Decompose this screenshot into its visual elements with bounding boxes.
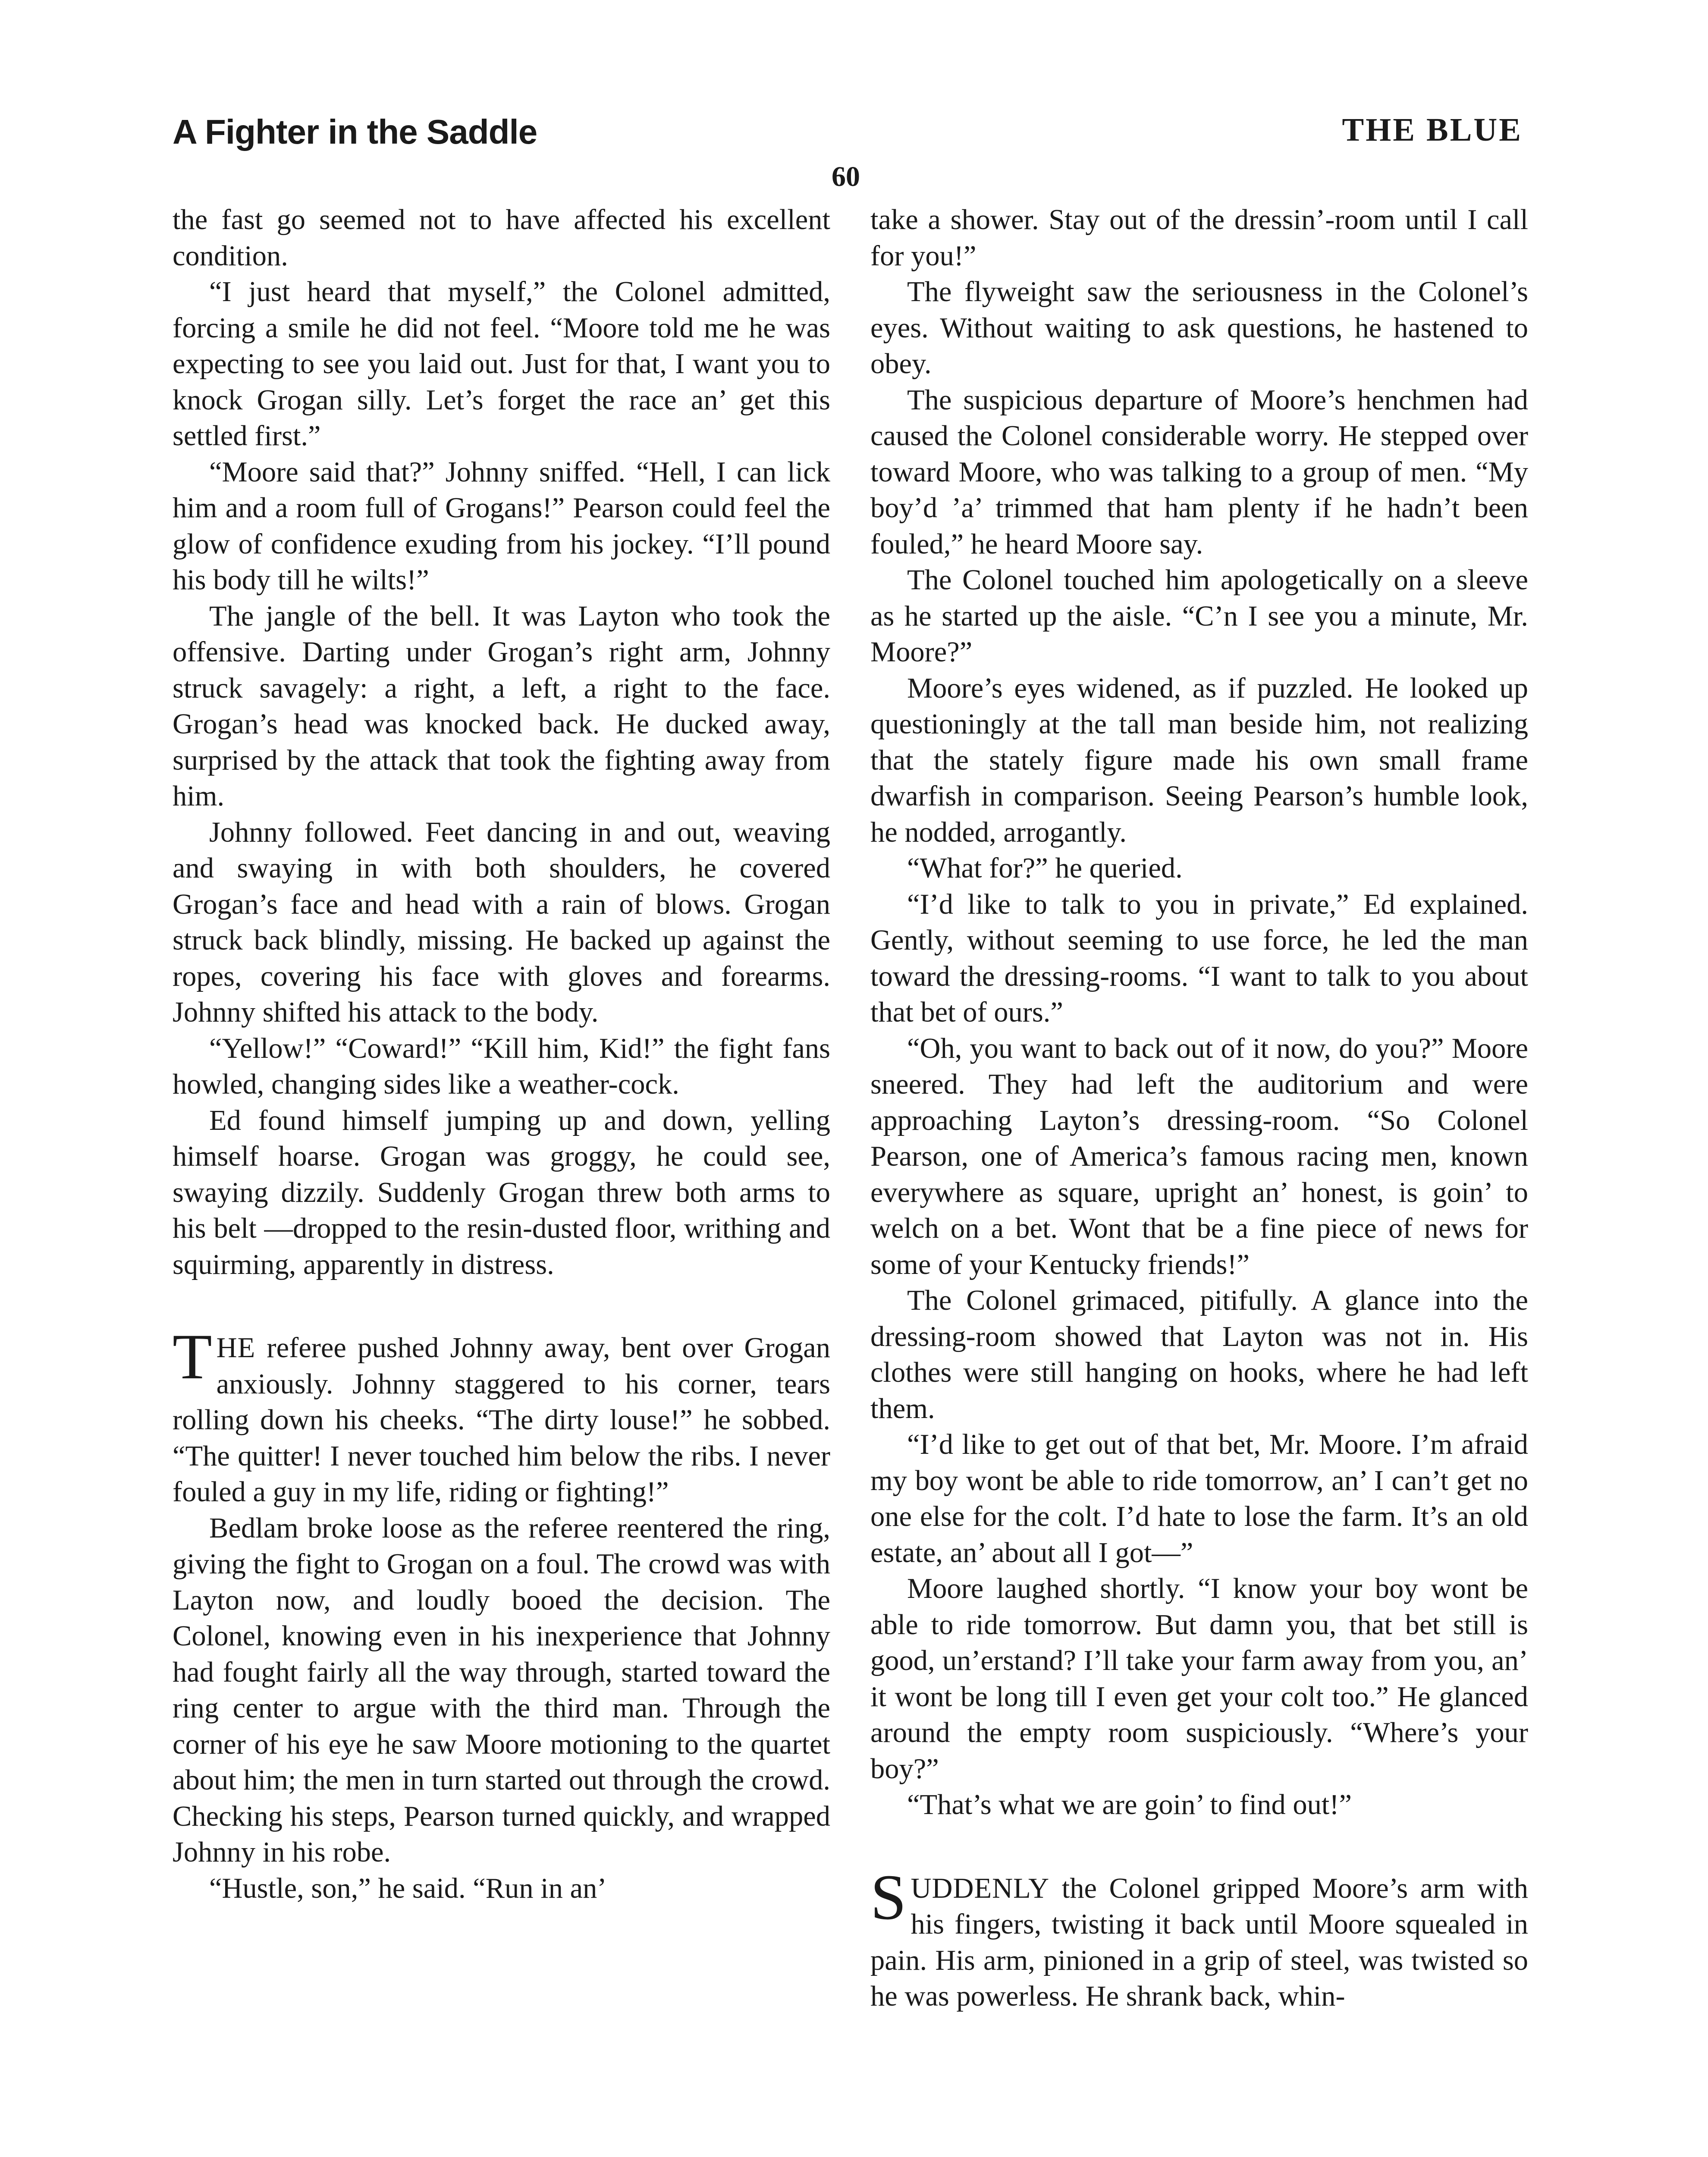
paragraph: “I just heard that myself,” the Colonel admitted, forcing a smile he did not feel. “Moore told me he was expecting to see you laid out. Just for that, I want you to knock Grogan silly. Let’s forget the race an’ get this settled first.” [173,276,830,452]
paragraph: the fast go seemed not to have affected his excellent condition. [173,204,830,272]
paragraph: The flyweight saw the seriousness in the Colonel’s eyes. Without waiting to ask questions, he hastened to obey. [870,276,1528,380]
story-title: A Fighter in the Saddle [173,113,537,151]
magazine-title: THE BLUE [1342,112,1523,148]
paragraph: The Colonel grimaced, pitifully. A glance into the dressing-room showed that Layton was not in. His clothes were still hanging on hooks, where he had left them. [870,1285,1528,1424]
right-column [870,202,1528,2015]
page-number: 60 [832,161,860,192]
paragraph: “Oh, you want to back out of it now, do you?” Moore sneered. They had left the auditorium and were approaching Layton’s dressing-room. “So Colonel Pearson, one of America’s famous racing men, known everywhere as square, upright an’ honest, is goin’ to welch on a bet. Wont that be a fine piece of news for some of your Kentucky friends!” [870,1032,1528,1280]
paragraph-text: the Colonel gripped Moore’s arm with his fingers, twisting it back until Moore squealed in pain. His arm, pinioned in a grip of steel, was twisted so he was powerless. He shrank back, whin- [870,1872,1528,2012]
left-column [173,202,830,1906]
paragraph: “Hustle, son,” he said. “Run in an’ [209,1872,607,1904]
lead-word: HE [216,1332,256,1364]
paragraph: “I’d like to get out of that bet, Mr. Moore. I’m afraid my boy wont be able to ride tomorrow, an’ I can’t get no one else for the colt. I’d hate to lose the farm. It’s an old estate, an’ about all I got—” [870,1429,1528,1569]
paragraph: “I’d like to talk to you in private,” Ed explained. Gently, without seeming to use force, he led the man toward the dressing-rooms. “I want to talk to you about that bet of ours.” [870,888,1528,1028]
paragraph: “That’s what we are goin’ to find out!” [907,1789,1352,1821]
paragraph: The suspicious departure of Moore’s henchmen had caused the Colonel considerable worry. He stepped over toward Moore, who was talking to a group of men. “My boy’d ’a’ trimmed that ham plenty if he hadn’t been fouled,” he heard Moore say. [870,384,1528,560]
paragraph: The Colonel touched him apologetically on a sleeve as he started up the aisle. “C’n I see you a minute, Mr. Moore?” [870,564,1528,668]
paragraph: The jangle of the bell. It was Layton who took the offensive. Darting under Grogan’s right arm, Johnny struck savagely: a right, a left, a right to the face. Grogan’s head was knocked back. He ducked away, surprised by the attack that took the fighting away from him. [173,600,830,812]
drop-cap: T [173,1321,212,1393]
drop-cap: S [870,1861,907,1933]
paragraph: Bedlam broke loose as the referee reentered the ring, giving the fight to Grogan on a foul. The crowd was with Layton now, and loudly booed the decision. The Colonel, knowing even in his inexperience that Johnny had fought fairly all the way through, started toward the ring center to argue with the third man. Through the corner of his eye he saw Moore motioning to the quartet about him; the men in turn started out through the crowd. Checking his steps, Pearson turned quickly, and wrapped Johnny in his robe. [173,1512,830,1868]
lead-word: UDDENLY [911,1872,1050,1904]
paragraph: “What for?” he queried. [907,852,1183,884]
paragraph: Moore laughed shortly. “I know your boy wont be able to ride tomorrow. But damn you, that bet still is good, un’erstand? I’ll take your farm away from you, an’ it wont be long till I even get your colt too.” He glanced around the empty room suspiciously. “Where’s your boy?” [870,1573,1528,1785]
paragraph: Johnny followed. Feet dancing in and out, weaving and swaying in with both shoulders, he covered Grogan’s face and head with a rain of blows. Grogan struck back blindly, missing. He backed up against the ropes, covering his face with gloves and forearms. Johnny shifted his attack to the body. [173,816,830,1028]
paragraph: Moore’s eyes widened, as if puzzled. He looked up questioningly at the tall man beside him, not realizing that the stately figure made his own small frame dwarfish in comparison. Seeing Pearson’s humble look, he nodded, arrogantly. [870,672,1528,848]
section-opening-paragraph [173,1321,830,1510]
section-opening-paragraph [870,1861,1528,2015]
paragraph: Ed found himself jumping up and down, yelling himself hoarse. Grogan was groggy, he could see, swaying dizzily. Suddenly Grogan threw both arms to his belt —dropped to the resin-dusted floor, writhing and squirming, apparently in distress. [173,1104,830,1280]
paragraph: “Yellow!” “Coward!” “Kill him, Kid!” the fight fans howled, changing sides like a weather-cock. [173,1032,830,1100]
paragraph: “Moore said that?” Johnny sniffed. “Hell, I can lick him and a room full of Grogans!” Pearson could feel the glow of confidence exuding from his jockey. “I’ll pound his body till he wilts!” [173,456,830,596]
paragraph-text: referee pushed Johnny away, bent over Grogan anxiously. Johnny staggered to his corner, tears rolling down his cheeks. “The dirty louse!” he sobbed. “The quitter! I never touched him below the ribs. I never fouled a guy in my life, riding or fighting!” [173,1332,830,1508]
paragraph: take a shower. Stay out of the dressin’-room until I call for you!” [870,204,1528,272]
